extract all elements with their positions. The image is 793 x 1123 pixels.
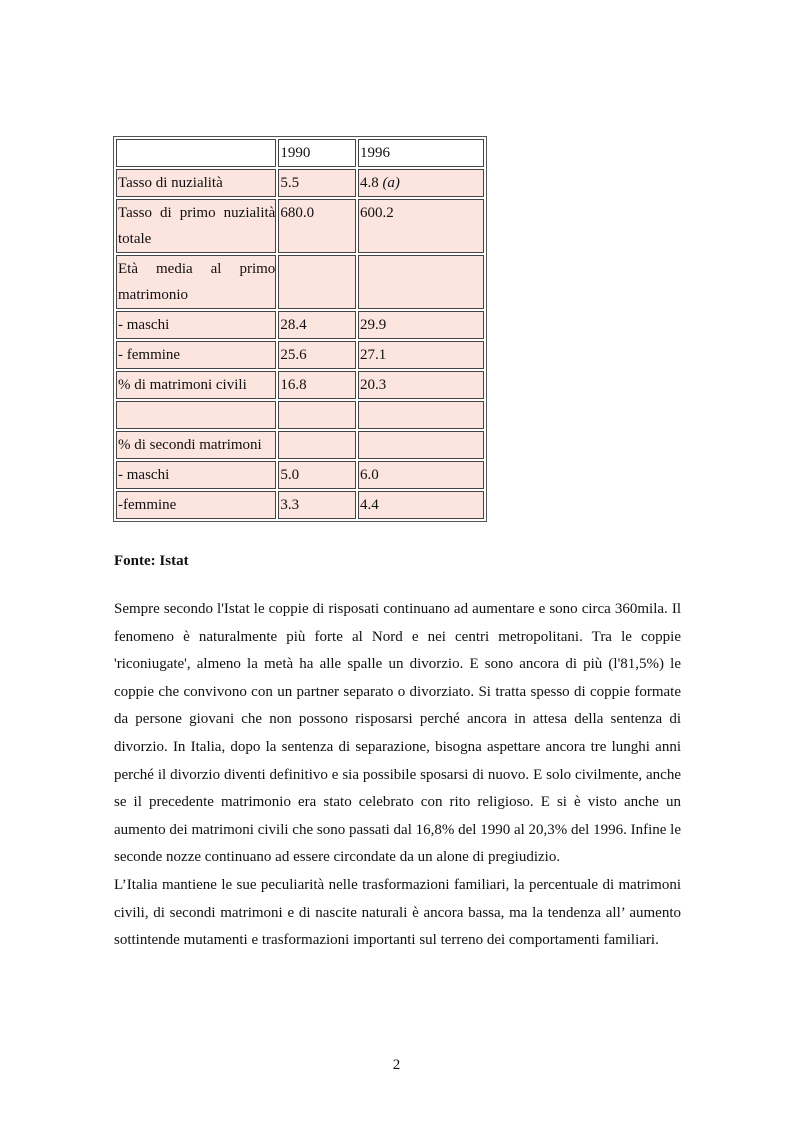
header-cell-empty — [116, 139, 276, 167]
row-label — [116, 401, 276, 429]
row-label: - maschi — [116, 311, 276, 339]
value-1996: 20.3 — [358, 371, 484, 399]
value-1990: 3.3 — [278, 491, 356, 519]
value-1990: 25.6 — [278, 341, 356, 369]
table-row — [116, 461, 484, 489]
table-source: Fonte: Istat — [114, 553, 189, 569]
value-1996-number: 4.8 — [359, 175, 379, 191]
value-1996 — [358, 431, 484, 459]
table-row — [116, 169, 484, 197]
row-label: Tasso di primo nuzialità totale — [116, 199, 276, 253]
table-row — [116, 371, 484, 399]
table-row — [116, 255, 484, 309]
table-row — [116, 199, 484, 253]
row-label: Età media al primo matrimonio — [116, 255, 276, 309]
table-row — [116, 401, 484, 429]
header-cell-1990: 1990 — [278, 139, 356, 167]
value-1990: 680.0 — [278, 199, 356, 253]
row-label: -femmine — [116, 491, 276, 519]
paragraph-remarriage: Sempre secondo l'Istat le coppie di risposati continuano ad aumentare e sono circa 360mila. Il fenomeno è naturalmente più forte al Nord e nei centri metropolitani. Tra le coppie 'riconiugate', almeno la metà ha alle spalle un divorzio. E sono ancora di più (l'81,5%) le coppie che convivono con un partner separato o divorziato. Si tratta spesso di coppie formate da persone giovani che non possono risposarsi perché ancora in attesa della sentenza di divorzio. In Italia, dopo la sentenza di separazione, bisogna aspettare ancora tre lunghi anni perché il divorzio diventi definitivo e sia possibile sposarsi di nuovo. E solo civilmente, anche se il precedente matrimonio era stato celebrato con rito religioso. E si è visto anche un aumento dei matrimoni civili che sono passati dal 16,8% del 1990 al 20,3% del 1996. Infine le seconde nozze continuano ad essere circondate da un alone di pregiudizio. — [114, 601, 681, 866]
table-row — [116, 431, 484, 459]
row-label: % di secondi matrimoni — [116, 431, 276, 459]
header-cell-1996: 1996 — [358, 139, 484, 167]
row-label: - femmine — [116, 341, 276, 369]
value-1990 — [278, 255, 356, 309]
row-label: Tasso di nuzialità — [116, 169, 276, 197]
row-label: % di matrimoni civili — [116, 371, 276, 399]
value-1996: 600.2 — [358, 199, 484, 253]
table-row — [116, 341, 484, 369]
table-row — [116, 311, 484, 339]
value-1990: 5.5 — [278, 169, 356, 197]
row-label: - maschi — [116, 461, 276, 489]
value-1996 — [358, 169, 484, 197]
table-row — [116, 491, 484, 519]
value-1996: 4.4 — [358, 491, 484, 519]
value-1996: 29.9 — [358, 311, 484, 339]
value-1990: 28.4 — [278, 311, 356, 339]
value-1990: 5.0 — [278, 461, 356, 489]
value-1990: 16.8 — [278, 371, 356, 399]
footnote-marker: (a) — [382, 175, 400, 191]
value-1996: 27.1 — [358, 341, 484, 369]
page-number: 2 — [392, 1057, 401, 1073]
paragraph-italy-trends: L’Italia mantiene le sue peculiarità nelle trasformazioni familiari, la percentuale di matrimoni civili, di secondi matrimoni e di nascite naturali è ancora bassa, ma la tendenza all’ aumento sottintende mutamenti e trasformazioni importanti sul terreno dei comportamenti familiari. — [114, 876, 681, 949]
value-1990 — [278, 401, 356, 429]
value-1996 — [358, 401, 484, 429]
value-1996: 6.0 — [358, 461, 484, 489]
value-1996 — [358, 255, 484, 309]
body-text — [114, 596, 681, 955]
value-1990 — [278, 431, 356, 459]
marriage-statistics-table — [113, 136, 487, 522]
table-header-row — [116, 139, 484, 167]
